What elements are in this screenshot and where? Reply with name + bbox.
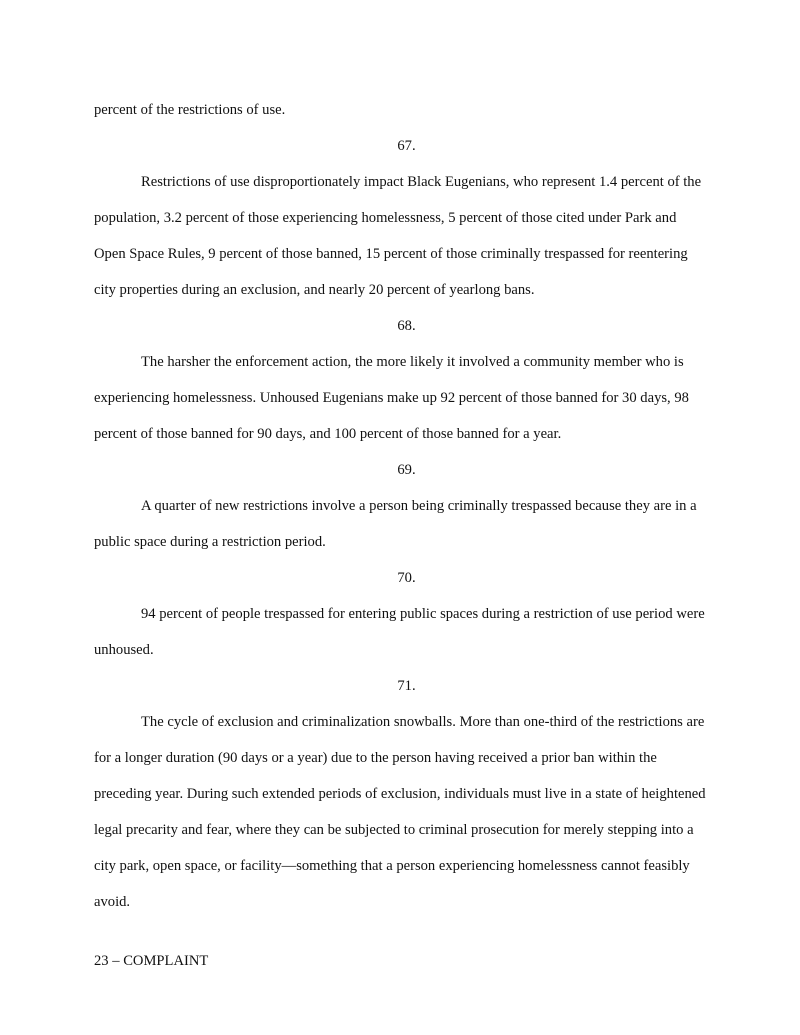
- paragraph-number: 70.: [397, 570, 416, 586]
- paragraph-number: 69.: [397, 462, 416, 478]
- paragraph-text: 94 percent of people trespassed for entering public spaces during a restriction of use period were unhoused.: [94, 606, 705, 658]
- paragraph-number: 71.: [397, 678, 416, 694]
- paragraph-text: Restrictions of use disproportionately impact Black Eugenians, who represent 1.4 percent of the population, 3.2 percent of those experiencing homelessness, 5 percent of those cited under Park and Open Space Rules, 9 percent of those banned, 15 percent of those criminally trespassed for reentering city properties during an exclusion, and nearly 20 percent of yearlong bans.: [94, 174, 702, 298]
- paragraph-number: 68.: [397, 318, 416, 334]
- continuation-text: percent of the restrictions of use.: [94, 102, 286, 118]
- document-body: [94, 92, 709, 920]
- paragraph-text: A quarter of new restrictions involve a person being criminally trespassed because they are in a public space during a restriction period.: [94, 498, 697, 550]
- page-footer: 23 – COMPLAINT: [94, 953, 209, 969]
- paragraph-text: The harsher the enforcement action, the more likely it involved a community member who is experiencing homelessness. Unhoused Eugenians make up 92 percent of those banned for 30 days, 98 percent of those banned for 90 days, and 100 percent of those banned for a year.: [94, 354, 689, 442]
- paragraph-number: 67.: [397, 138, 416, 154]
- paragraph-text: The cycle of exclusion and criminalization snowballs. More than one-third of the restrictions are for a longer duration (90 days or a year) due to the person having received a prior ban within the preceding year. During such extended periods of exclusion, individuals must live in a state of heightened legal precarity and fear, where they can be subjected to criminal prosecution for merely stepping into a city park, open space, or facility—something that a person experiencing homelessness cannot feasibly avoid.: [94, 714, 706, 910]
